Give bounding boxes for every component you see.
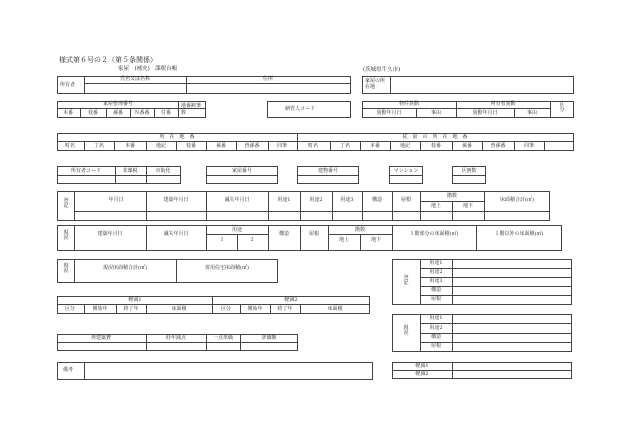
divider <box>268 191 269 221</box>
property-change-header: 物件異動 <box>398 101 420 107</box>
form-title: 様式第６号の２（第５条関係） <box>59 56 157 64</box>
right-reg-row: 用途2 <box>429 269 443 275</box>
non-taxable-label: 非課税 <box>122 168 138 174</box>
divider <box>300 191 301 221</box>
ledger-title: 家屋 (補充) 課税台帳 <box>118 66 178 72</box>
reg-date-label: 年月日 <box>108 197 124 203</box>
right-reg-side-label: 登記 <box>403 275 409 287</box>
divider <box>240 304 241 314</box>
previous-location-header: 従 前 の 所 在 地 番 <box>402 134 468 140</box>
divider <box>452 141 453 151</box>
divider <box>116 304 117 314</box>
current-area-side-label: 現況 <box>63 263 69 275</box>
prop-change-reason: 事由 <box>430 110 442 116</box>
divider <box>206 141 207 151</box>
reg-use2-label: 用途2 <box>309 197 323 203</box>
divider <box>176 259 177 283</box>
divider <box>84 141 85 151</box>
building-no-label: 建物番号 <box>317 168 339 174</box>
right-reg-row: 用途3 <box>429 278 443 284</box>
divider <box>390 141 391 151</box>
reg-above-label: 地上 <box>430 203 442 209</box>
divider <box>452 175 486 176</box>
divider <box>420 323 572 324</box>
loc-col: 同筆 <box>276 143 288 149</box>
divider <box>84 83 351 84</box>
divider <box>420 141 421 151</box>
city-area-label: 市街化 <box>155 168 171 174</box>
reg-lost-label: 滅失年月日 <box>224 197 250 203</box>
prev-loc-col: 孫番 <box>461 143 473 149</box>
divider <box>206 191 207 221</box>
owner-change-header: 所有者異動 <box>490 101 516 107</box>
prev-loc-col: 同筆 <box>523 143 535 149</box>
cur-floors-label: 階数 <box>354 227 366 233</box>
shared-housing-area-label: 併用住宅床面積(㎡) <box>205 265 249 271</box>
divider <box>146 166 147 184</box>
house-id-header: 家屋整理番号 <box>102 101 134 107</box>
divider <box>420 286 572 287</box>
valuation-col: 経年減点 <box>165 335 187 341</box>
divider <box>484 191 485 221</box>
divider <box>146 141 147 151</box>
divider <box>84 362 85 380</box>
divider <box>389 175 423 176</box>
reg-built-label: 建築年月日 <box>163 197 189 203</box>
divider <box>420 259 421 305</box>
right-cur-side-label: 現況 <box>403 325 409 337</box>
red1-col: 開始年 <box>92 306 108 312</box>
divider <box>482 141 483 151</box>
divider <box>452 259 453 305</box>
divider <box>420 342 572 343</box>
id-col-1: 本番 <box>62 110 74 116</box>
divider <box>57 141 574 142</box>
id-col-4: Ｎ番番 <box>134 110 150 116</box>
right-reg-row: 構造 <box>430 287 442 293</box>
divider <box>176 141 177 151</box>
owner-change-reason: 事由 <box>526 110 538 116</box>
loc-col: 曽孫番 <box>244 143 260 149</box>
divider <box>544 141 545 151</box>
valuation-col: 評価額 <box>261 335 277 341</box>
current-box <box>57 225 562 251</box>
loc-col: 孫番 <box>215 143 227 149</box>
red2-col: 床面積 <box>327 306 343 312</box>
divider <box>206 334 207 351</box>
remarks-label: 備考 <box>63 367 74 373</box>
divider <box>416 108 417 118</box>
cur-lost-label: 滅失年月日 <box>163 231 189 237</box>
loc-col: 本番 <box>124 143 136 149</box>
house-location-label: 家屋の所在地 <box>365 78 386 90</box>
cur-use-1: １ <box>219 237 225 243</box>
current-total-area-label: 現況床面積合計(㎡) <box>103 265 147 271</box>
divider <box>420 268 572 269</box>
divider <box>456 101 457 118</box>
reg-use1-label: 用途1 <box>277 197 291 203</box>
red1-col: 区分 <box>64 306 76 312</box>
divider <box>154 108 155 118</box>
registration-box <box>57 191 550 221</box>
divider <box>74 225 75 251</box>
divider <box>300 304 301 314</box>
division-label: 区分 <box>559 102 565 114</box>
divider <box>476 225 477 251</box>
cur-structure-label: 構造 <box>278 231 290 237</box>
reg-use3-label: 用途3 <box>340 197 354 203</box>
divider <box>57 304 370 305</box>
divider <box>206 175 278 176</box>
divider <box>360 141 361 151</box>
divider <box>146 304 147 314</box>
divider <box>84 76 85 94</box>
right-cur-row: 用途2 <box>429 325 443 331</box>
divider <box>420 191 421 221</box>
id-col-2: 枝番 <box>87 110 99 116</box>
divider <box>186 76 187 94</box>
divider <box>84 304 85 314</box>
red1-col: 終了年 <box>123 306 139 312</box>
divider <box>178 101 179 118</box>
taxpayer-code-label: 納管人コード <box>284 106 316 112</box>
owner-address-header: 住所 <box>262 76 274 82</box>
divider <box>297 175 359 176</box>
owner-code-label: 所有者コード <box>70 168 102 174</box>
reduction1-header: 軽減1 <box>128 297 142 303</box>
owner-change-date: 異動年月日 <box>472 110 498 116</box>
city-label: (茨城県牛久市) <box>363 67 401 73</box>
divider <box>300 225 301 251</box>
prev-loc-col: 町名 <box>307 143 319 149</box>
mansion-label: マンション <box>393 168 419 174</box>
divider <box>514 141 515 151</box>
current-side-label: 現況 <box>63 230 69 242</box>
loc-col: 町名 <box>64 143 76 149</box>
cur-use-2: ２ <box>249 237 255 243</box>
divider <box>297 133 298 151</box>
divider <box>146 225 147 251</box>
divider <box>206 225 207 251</box>
divider <box>114 141 115 151</box>
divider <box>332 191 333 221</box>
divider <box>130 108 131 118</box>
divider <box>57 342 298 343</box>
valuation-col: 一点単価 <box>212 335 234 341</box>
divider <box>212 296 213 314</box>
red2-col: 区分 <box>220 306 232 312</box>
prev-loc-col: 枝番 <box>430 143 442 149</box>
house-no-label: 家屋番号 <box>231 168 253 174</box>
right-red-row: 軽減2 <box>415 371 429 377</box>
reg-below-label: 地下 <box>462 203 474 209</box>
cur-use-label: 用途 <box>231 227 243 233</box>
right-reg-row: 用途1 <box>429 260 443 266</box>
registration-side-label: 登記 <box>63 198 69 210</box>
divider <box>362 191 363 221</box>
divider <box>390 76 391 94</box>
valuation-col: 再建築費 <box>90 335 112 341</box>
divider <box>146 191 147 221</box>
cur-built-label: 建築年月日 <box>97 231 123 237</box>
owner-label: 所有者 <box>60 82 76 88</box>
prev-loc-col: 本番 <box>369 143 381 149</box>
id-col-3: 孫番 <box>112 110 124 116</box>
divider <box>514 108 515 118</box>
divider <box>420 295 572 296</box>
prev-loc-col: 地記 <box>399 143 411 149</box>
red2-col: 開始年 <box>247 306 263 312</box>
divider <box>57 175 181 176</box>
divider <box>420 333 572 334</box>
prev-loc-col: 曽孫番 <box>490 143 506 149</box>
loc-col: 地記 <box>155 143 167 149</box>
remarks-box <box>57 362 373 380</box>
house-location-box <box>362 76 574 94</box>
red2-col: 終了年 <box>277 306 293 312</box>
reg-floors-label: 階数 <box>446 193 458 199</box>
loc-col: 枝番 <box>185 143 197 149</box>
divider <box>392 225 393 251</box>
prop-change-date: 異動年月日 <box>376 110 402 116</box>
block-no-label: 区画数 <box>461 168 477 174</box>
divider <box>452 362 453 379</box>
right-cur-row: 屋根 <box>430 343 442 349</box>
cur-below-label: 地下 <box>370 237 382 243</box>
divider <box>330 141 331 151</box>
divider <box>146 334 147 351</box>
reg-roof-label: 屋根 <box>400 197 412 203</box>
cur-first-floor-label: １階部分の床面積(㎡) <box>409 231 459 237</box>
prev-loc-col: 丁名 <box>339 143 351 149</box>
divider <box>115 166 116 184</box>
red1-col: 床面積 <box>171 306 187 312</box>
divider <box>240 334 241 351</box>
current-area-box <box>57 259 278 283</box>
divider <box>237 234 238 251</box>
divider <box>452 201 453 221</box>
divider <box>106 108 107 118</box>
reg-structure-label: 構造 <box>371 197 383 203</box>
divider <box>550 101 551 118</box>
reduction2-header: 軽減2 <box>284 297 298 303</box>
chiban-label: 地番跨筆数 <box>181 103 202 116</box>
right-reg-row: 屋根 <box>430 296 442 302</box>
cur-above-label: 地上 <box>338 237 350 243</box>
divider <box>392 191 393 221</box>
right-red-row: 軽減1 <box>415 363 429 369</box>
divider <box>328 225 329 251</box>
divider <box>74 259 75 283</box>
owner-name-header: 氏名又は名称 <box>119 76 151 82</box>
divider <box>74 191 75 221</box>
divider <box>270 304 271 314</box>
divider <box>420 277 572 278</box>
right-reg-box <box>392 259 572 305</box>
divider <box>360 234 361 251</box>
reg-total-area-label: 床面積合計(㎡) <box>500 197 534 203</box>
owner-box <box>57 76 351 94</box>
divider <box>268 141 269 151</box>
cur-other-floors-label: １階以外の床面積(㎡) <box>494 231 544 237</box>
divider <box>80 108 81 118</box>
cur-roof-label: 屋根 <box>308 231 320 237</box>
divider <box>268 225 269 251</box>
loc-col: 丁名 <box>93 143 105 149</box>
right-cur-row: 用途1 <box>429 315 443 321</box>
current-location-header: 所 在 地 番 <box>159 134 195 140</box>
divider <box>236 141 237 151</box>
right-cur-row: 構造 <box>430 334 442 340</box>
id-col-5: 付番 <box>160 110 172 116</box>
